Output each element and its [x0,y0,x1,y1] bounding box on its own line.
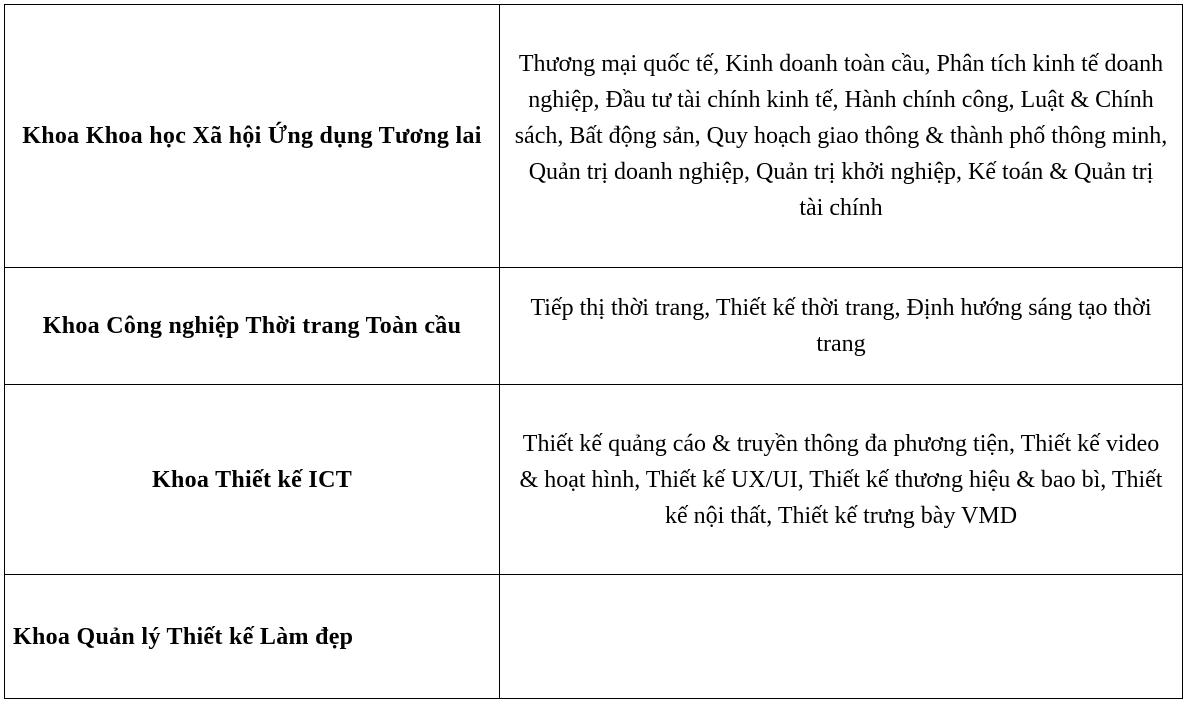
faculty-name-cell [5,385,500,575]
majors-cell [500,385,1183,575]
faculty-name: Khoa Khoa học Xã hội Ứng dụng Tương lai [22,123,482,149]
majors-cell [500,5,1183,268]
table-row [5,385,1183,575]
faculty-name: Khoa Công nghiệp Thời trang Toàn cầu [42,313,462,339]
majors-cell [500,268,1183,385]
majors-cell [500,575,1183,699]
faculty-name-cell [5,575,500,699]
faculty-name: Khoa Quản lý Thiết kế Làm đẹp [13,623,354,650]
faculty-table [4,4,1183,699]
majors-list: Thiết kế quảng cáo & truyền thông đa phương tiện, Thiết kế video & hoạt hình, Thiết kế UX/UI, Thiết kế thương hiệu & bao bì, Thiết kế nội thất, Thiết kế trưng bày VMD [519,430,1163,529]
faculty-name-cell [5,268,500,385]
table-row [5,575,1183,699]
majors-list: Thương mại quốc tế, Kinh doanh toàn cầu, Phân tích kinh tế doanh nghiệp, Đầu tư tài chính kinh tế, Hành chính công, Luật & Chính sách, Bất động sản, Quy hoạch giao thông & thành phố thông minh, Quản trị doanh nghiệp, Quản trị khởi nghiệp, Kế toán & Quản trị tài chính [514,51,1168,221]
table-row [5,5,1183,268]
faculty-name: Khoa Thiết kế ICT [151,466,353,493]
faculty-name-cell [5,5,500,268]
table-row [5,268,1183,385]
majors-list: Tiếp thị thời trang, Thiết kế thời trang, Định hướng sáng tạo thời trang [530,295,1152,357]
